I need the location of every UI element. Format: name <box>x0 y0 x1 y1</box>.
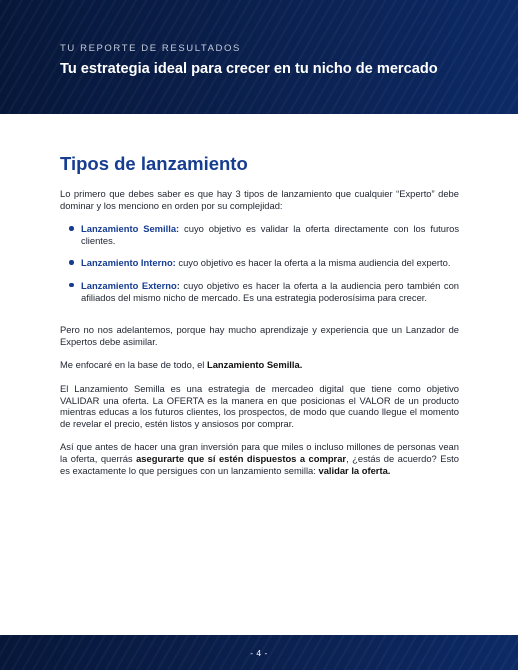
bullet-dot-icon <box>69 260 74 265</box>
bullet-text: cuyo objetivo es hacer la oferta a la misma audiencia del experto. <box>175 257 451 269</box>
paragraph-learning: Pero no nos adelantemos, porque hay mucho aprendizaje y experiencia que un Lanzador de Expertos debe asimilar. <box>60 324 459 347</box>
bullet-term: Lanzamiento Interno: <box>81 257 176 269</box>
page-content <box>60 153 459 476</box>
list-item <box>69 257 459 269</box>
paragraph-validation <box>60 441 459 476</box>
bullet-dot-icon <box>69 226 74 231</box>
bullet-text: cuyo objetivo es validar la oferta directamente con los futuros clientes. <box>81 223 460 246</box>
validation-text-1: Así que antes de hacer una gran inversión para que miles o incluso millones de personas vean la oferta, querrás <box>60 441 459 464</box>
list-item <box>69 223 459 246</box>
page-number: - 4 - <box>250 647 268 658</box>
bullet-text: cuyo objetivo es hacer la oferta a la audiencia pero también con afiliados del mismo nicho de mercado. Es una estrategia poderosísima para crecer. <box>81 279 459 303</box>
validation-bold-2: validar la oferta. <box>318 464 391 476</box>
paragraph-definition: El Lanzamiento Semilla es una estrategia de mercadeo digital que tiene como objetivo VALIDAR una oferta. La OFERTA es la manera en que posicionas el VALOR de un producto mientras educas a los futuros clientes, los prospectos, de modo que cuando llegue el momento de revelar el precio, estén listos y ansiosos por comprar. <box>60 382 459 429</box>
focus-text: Me enfocaré en la base de todo, el <box>60 359 207 371</box>
paragraph-focus <box>60 359 459 371</box>
list-item <box>69 280 459 303</box>
focus-bold: Lanzamiento Semilla. <box>206 359 303 371</box>
page-footer <box>0 635 518 670</box>
bullet-term: Lanzamiento Externo: <box>81 279 180 291</box>
bullet-term: Lanzamiento Semilla: <box>81 223 180 235</box>
validation-text-2: , ¿estás de acuerdo? Esto es exactamente lo que persigues con un lanzamiento semilla: <box>60 452 459 476</box>
intro-paragraph: Lo primero que debes saber es que hay 3 tipos de lanzamiento que cualquier “Experto” debe dominar y los menciono en orden por su complejidad: <box>60 188 459 211</box>
launch-types-list <box>60 223 459 303</box>
report-eyebrow: TU REPORTE DE RESULTADOS <box>60 43 241 54</box>
header-title: Tu estrategia ideal para crecer en tu nicho de mercado <box>60 61 438 77</box>
validation-bold-1: asegurarte que sí estén dispuestos a comprar <box>136 452 347 464</box>
page-header <box>0 0 518 114</box>
section-title: Tipos de lanzamiento <box>60 153 248 174</box>
bullet-dot-icon <box>69 283 74 288</box>
